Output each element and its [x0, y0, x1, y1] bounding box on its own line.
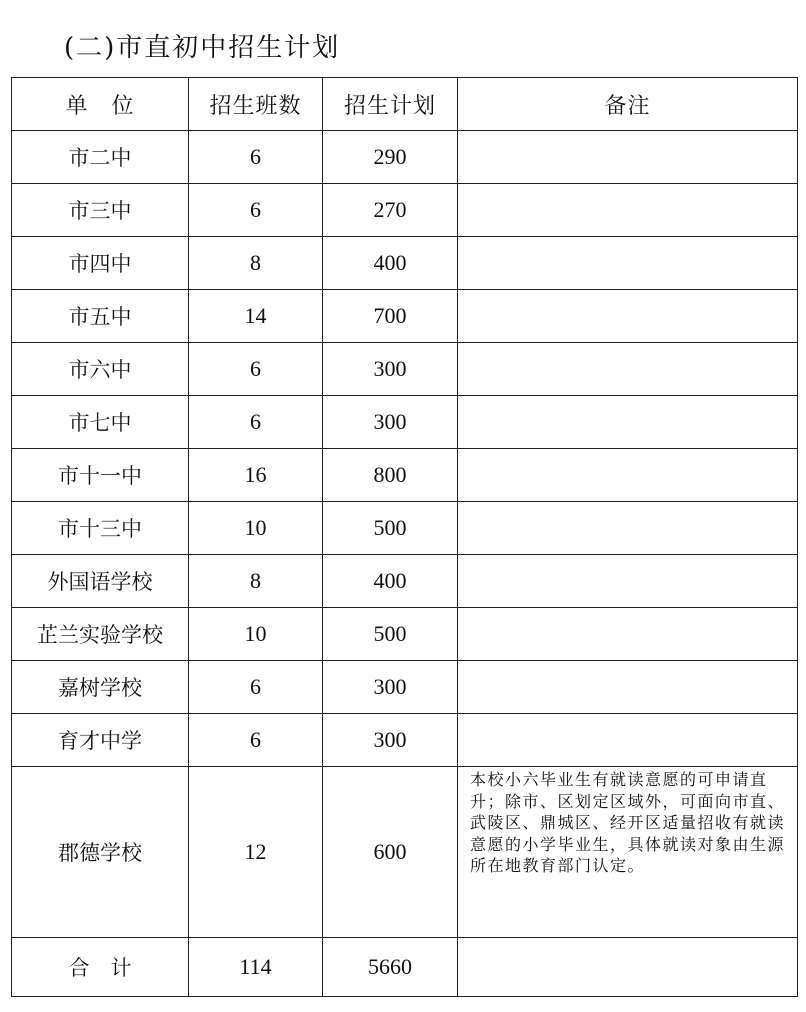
classes-cell: 6: [189, 396, 323, 449]
unit-cell: 市十三中: [12, 502, 189, 555]
table-body: [12, 131, 798, 938]
unit-cell: 市二中: [12, 131, 189, 184]
unit-cell: 市五中: [12, 290, 189, 343]
notes-cell: [458, 237, 798, 290]
header-unit: 单 位: [12, 78, 189, 131]
unit-cell: 嘉树学校: [12, 661, 189, 714]
page-title: (二)市直初中招生计划: [64, 33, 341, 63]
table-row: [12, 184, 798, 237]
classes-cell: 6: [189, 131, 323, 184]
table-row: [12, 608, 798, 661]
notes-cell: [458, 449, 798, 502]
plan-cell: 800: [323, 449, 458, 502]
classes-cell: 6: [189, 661, 323, 714]
total-label: 合 计: [12, 938, 189, 997]
table-row: [12, 502, 798, 555]
unit-cell: 外国语学校: [12, 555, 189, 608]
notes-cell: [458, 290, 798, 343]
notes-cell: [458, 661, 798, 714]
classes-cell: 6: [189, 343, 323, 396]
unit-cell: 市六中: [12, 343, 189, 396]
plan-cell: 700: [323, 290, 458, 343]
classes-cell: 10: [189, 502, 323, 555]
table-row: [12, 343, 798, 396]
total-classes: 114: [189, 938, 323, 997]
unit-cell: 市四中: [12, 237, 189, 290]
plan-cell: 300: [323, 714, 458, 767]
plan-cell: 300: [323, 396, 458, 449]
notes-cell: 本校小六毕业生有就读意愿的可申请直升；除市、区划定区域外，可面向市直、武陵区、鼎城区、经开区适量招收有就读意愿的小学毕业生，具体就读对象由生源所在地教育部门认定。: [458, 767, 798, 938]
plan-cell: 400: [323, 237, 458, 290]
notes-cell: [458, 131, 798, 184]
table-row: [12, 661, 798, 714]
unit-cell: 市十一中: [12, 449, 189, 502]
table-row: [12, 449, 798, 502]
notes-cell: [458, 184, 798, 237]
table-row: [12, 131, 798, 184]
classes-cell: 6: [189, 184, 323, 237]
plan-cell: 300: [323, 343, 458, 396]
notes-cell: [458, 608, 798, 661]
plan-cell: 290: [323, 131, 458, 184]
unit-cell: 市三中: [12, 184, 189, 237]
unit-cell: 郡德学校: [12, 767, 189, 938]
classes-cell: 10: [189, 608, 323, 661]
plan-cell: 500: [323, 608, 458, 661]
total-row: [12, 938, 798, 997]
classes-cell: 12: [189, 767, 323, 938]
total-plan: 5660: [323, 938, 458, 997]
notes-cell: [458, 502, 798, 555]
table-row: [12, 714, 798, 767]
table-row: [12, 237, 798, 290]
unit-cell: 芷兰实验学校: [12, 608, 189, 661]
classes-cell: 16: [189, 449, 323, 502]
classes-cell: 8: [189, 237, 323, 290]
plan-cell: 270: [323, 184, 458, 237]
unit-cell: 市七中: [12, 396, 189, 449]
unit-cell: 育才中学: [12, 714, 189, 767]
enrollment-plan-table: [11, 77, 798, 997]
classes-cell: 14: [189, 290, 323, 343]
notes-cell: [458, 555, 798, 608]
table-row: [12, 555, 798, 608]
table-row: [12, 290, 798, 343]
table-header-row: [12, 78, 798, 131]
plan-cell: 400: [323, 555, 458, 608]
table-row: [12, 767, 798, 938]
table-row: [12, 396, 798, 449]
total-notes: [458, 938, 798, 997]
notes-cell: [458, 714, 798, 767]
classes-cell: 6: [189, 714, 323, 767]
header-classes: 招生班数: [189, 78, 323, 131]
plan-cell: 600: [323, 767, 458, 938]
plan-cell: 300: [323, 661, 458, 714]
notes-cell: [458, 396, 798, 449]
plan-cell: 500: [323, 502, 458, 555]
classes-cell: 8: [189, 555, 323, 608]
header-plan: 招生计划: [323, 78, 458, 131]
header-notes: 备注: [458, 78, 798, 131]
notes-cell: [458, 343, 798, 396]
